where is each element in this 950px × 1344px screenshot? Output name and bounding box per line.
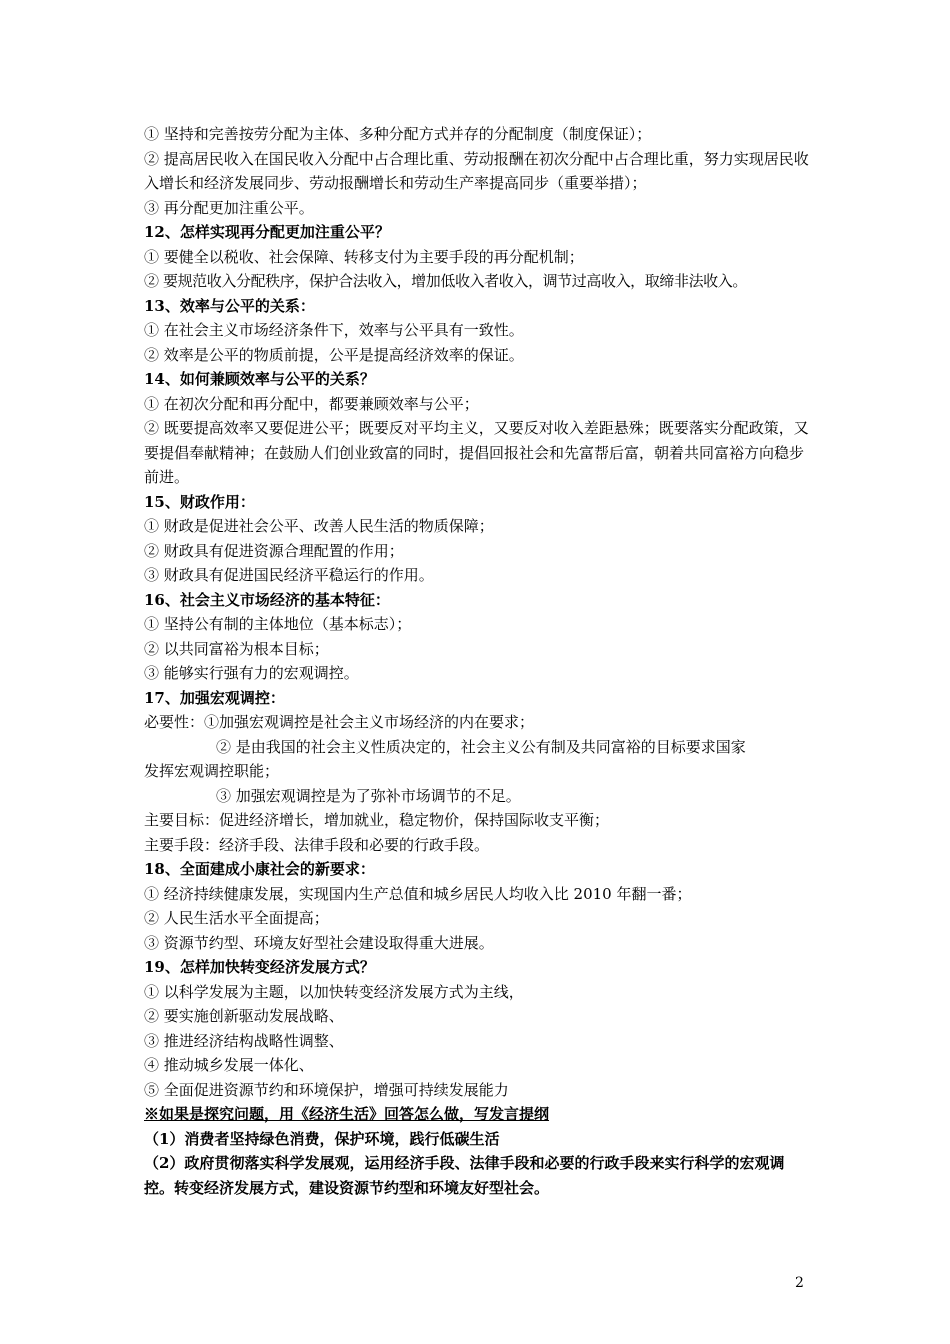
text-line: ① 坚持公有制的主体地位（基本标志）； xyxy=(144,615,412,633)
text-line: ② 要实施创新驱动发展战略、 xyxy=(144,1007,344,1025)
text-line: 发挥宏观调控职能； xyxy=(144,762,280,780)
text-line: ② 提高居民收入在国民收入分配中占合理比重、劳动报酬在初次分配中占合理比重，努力实现居民收入增长和经济发展同步、劳动报酬增长和劳动生产率提高同步（重要举措）； xyxy=(144,149,809,192)
inquiry-point-2: （2）政府贯彻落实科学发展观，运用经济手段、法律手段和必要的行政手段来实行科学的宏观调控。转变经济发展方式，建设资源节约型和环境友好型社会。 xyxy=(144,1154,785,1197)
text-line: ① 要健全以税收、社会保障、转移支付为主要手段的再分配机制； xyxy=(144,247,584,266)
text-line: ③ 能够实行强有力的宏观调控。 xyxy=(144,664,359,682)
text-line: ① 坚持和完善按劳分配为主体、多种分配方式并存的分配制度（制度保证）； xyxy=(144,125,652,143)
text-line: ③ 再分配更加注重公平。 xyxy=(144,198,314,217)
text-line: 主要手段：经济手段、法律手段和必要的行政手段。 xyxy=(144,835,490,854)
text-line: ② 财政具有促进资源合理配置的作用； xyxy=(144,541,404,560)
text-line: ② 是由我国的社会主义性质决定的，社会主义公有制及共同富裕的目标要求国家 xyxy=(216,737,746,756)
inquiry-point-1: （1）消费者坚持绿色消费，保护环境，践行低碳生活 xyxy=(144,1129,500,1148)
text-line: ④ 推动城乡发展一体化、 xyxy=(144,1056,314,1074)
text-line: ③ 资源节约型、环境友好型社会建设取得重大进展。 xyxy=(144,933,494,952)
inquiry-note-heading: ※如果是探究问题，用《经济生活》回答怎么做，写发言提纲 xyxy=(144,1105,550,1123)
section-heading-17: 17、加强宏观调控： xyxy=(144,688,285,707)
text-line: ① 在初次分配和再分配中，都要兼顾效率与公平； xyxy=(144,394,479,413)
text-line: ② 既要提高效率又要促进公平；既要反对平均主义，又要反对收入差距悬殊；既要落实分配政策，又要提倡奉献精神；在鼓励人们创业致富的同时，提倡回报社会和先富帮后富，朝着共同富裕方向稳步前进。 xyxy=(144,419,809,486)
text-line: ① 财政是促进社会公平、改善人民生活的物质保障； xyxy=(144,517,494,535)
section-heading-14: 14、如何兼顾效率与公平的关系？ xyxy=(144,370,375,388)
document-body xyxy=(144,122,812,1200)
section-heading-13: 13、效率与公平的关系： xyxy=(144,296,315,315)
section-heading-19: 19、怎样加快转变经济发展方式？ xyxy=(144,958,375,976)
text-line: 主要目标：促进经济增长，增加就业，稳定物价，保持国际收支平衡； xyxy=(144,811,610,829)
section-heading-15: 15、财政作用： xyxy=(144,492,255,511)
section-heading-18: 18、全面建成小康社会的新要求： xyxy=(144,860,375,878)
text-line: ③ 财政具有促进国民经济平稳运行的作用。 xyxy=(144,566,434,584)
text-line: ① 以科学发展为主题，以加快转变经济发展方式为主线， xyxy=(144,982,524,1001)
text-line: ① 在社会主义市场经济条件下，效率与公平具有一致性。 xyxy=(144,321,524,339)
section-heading-12: 12、怎样实现再分配更加注重公平？ xyxy=(144,223,390,241)
text-line: ② 要规范收入分配秩序，保护合法收入，增加低收入者收入，调节过高收入，取缔非法收入。 xyxy=(144,272,747,290)
text-line: ② 效率是公平的物质前提，公平是提高经济效率的保证。 xyxy=(144,345,524,364)
text-line: ③ 推进经济结构战略性调整、 xyxy=(144,1031,344,1050)
text-line: ② 人民生活水平全面提高； xyxy=(144,909,329,927)
text-line: ⑤ 全面促进资源节约和环境保护，增强可持续发展能力 xyxy=(144,1080,509,1099)
text-line: ① 经济持续健康发展，实现国内生产总值和城乡居民人均收入比 2010 年翻一番； xyxy=(144,884,692,903)
text-line: ② 以共同富裕为根本目标； xyxy=(144,639,329,658)
text-line: 必要性：①加强宏观调控是社会主义市场经济的内在要求； xyxy=(144,713,535,731)
text-line: ③ 加强宏观调控是为了弥补市场调节的不足。 xyxy=(216,786,521,805)
page-number: 2 xyxy=(795,1275,804,1291)
section-heading-16: 16、社会主义市场经济的基本特征： xyxy=(144,590,390,609)
